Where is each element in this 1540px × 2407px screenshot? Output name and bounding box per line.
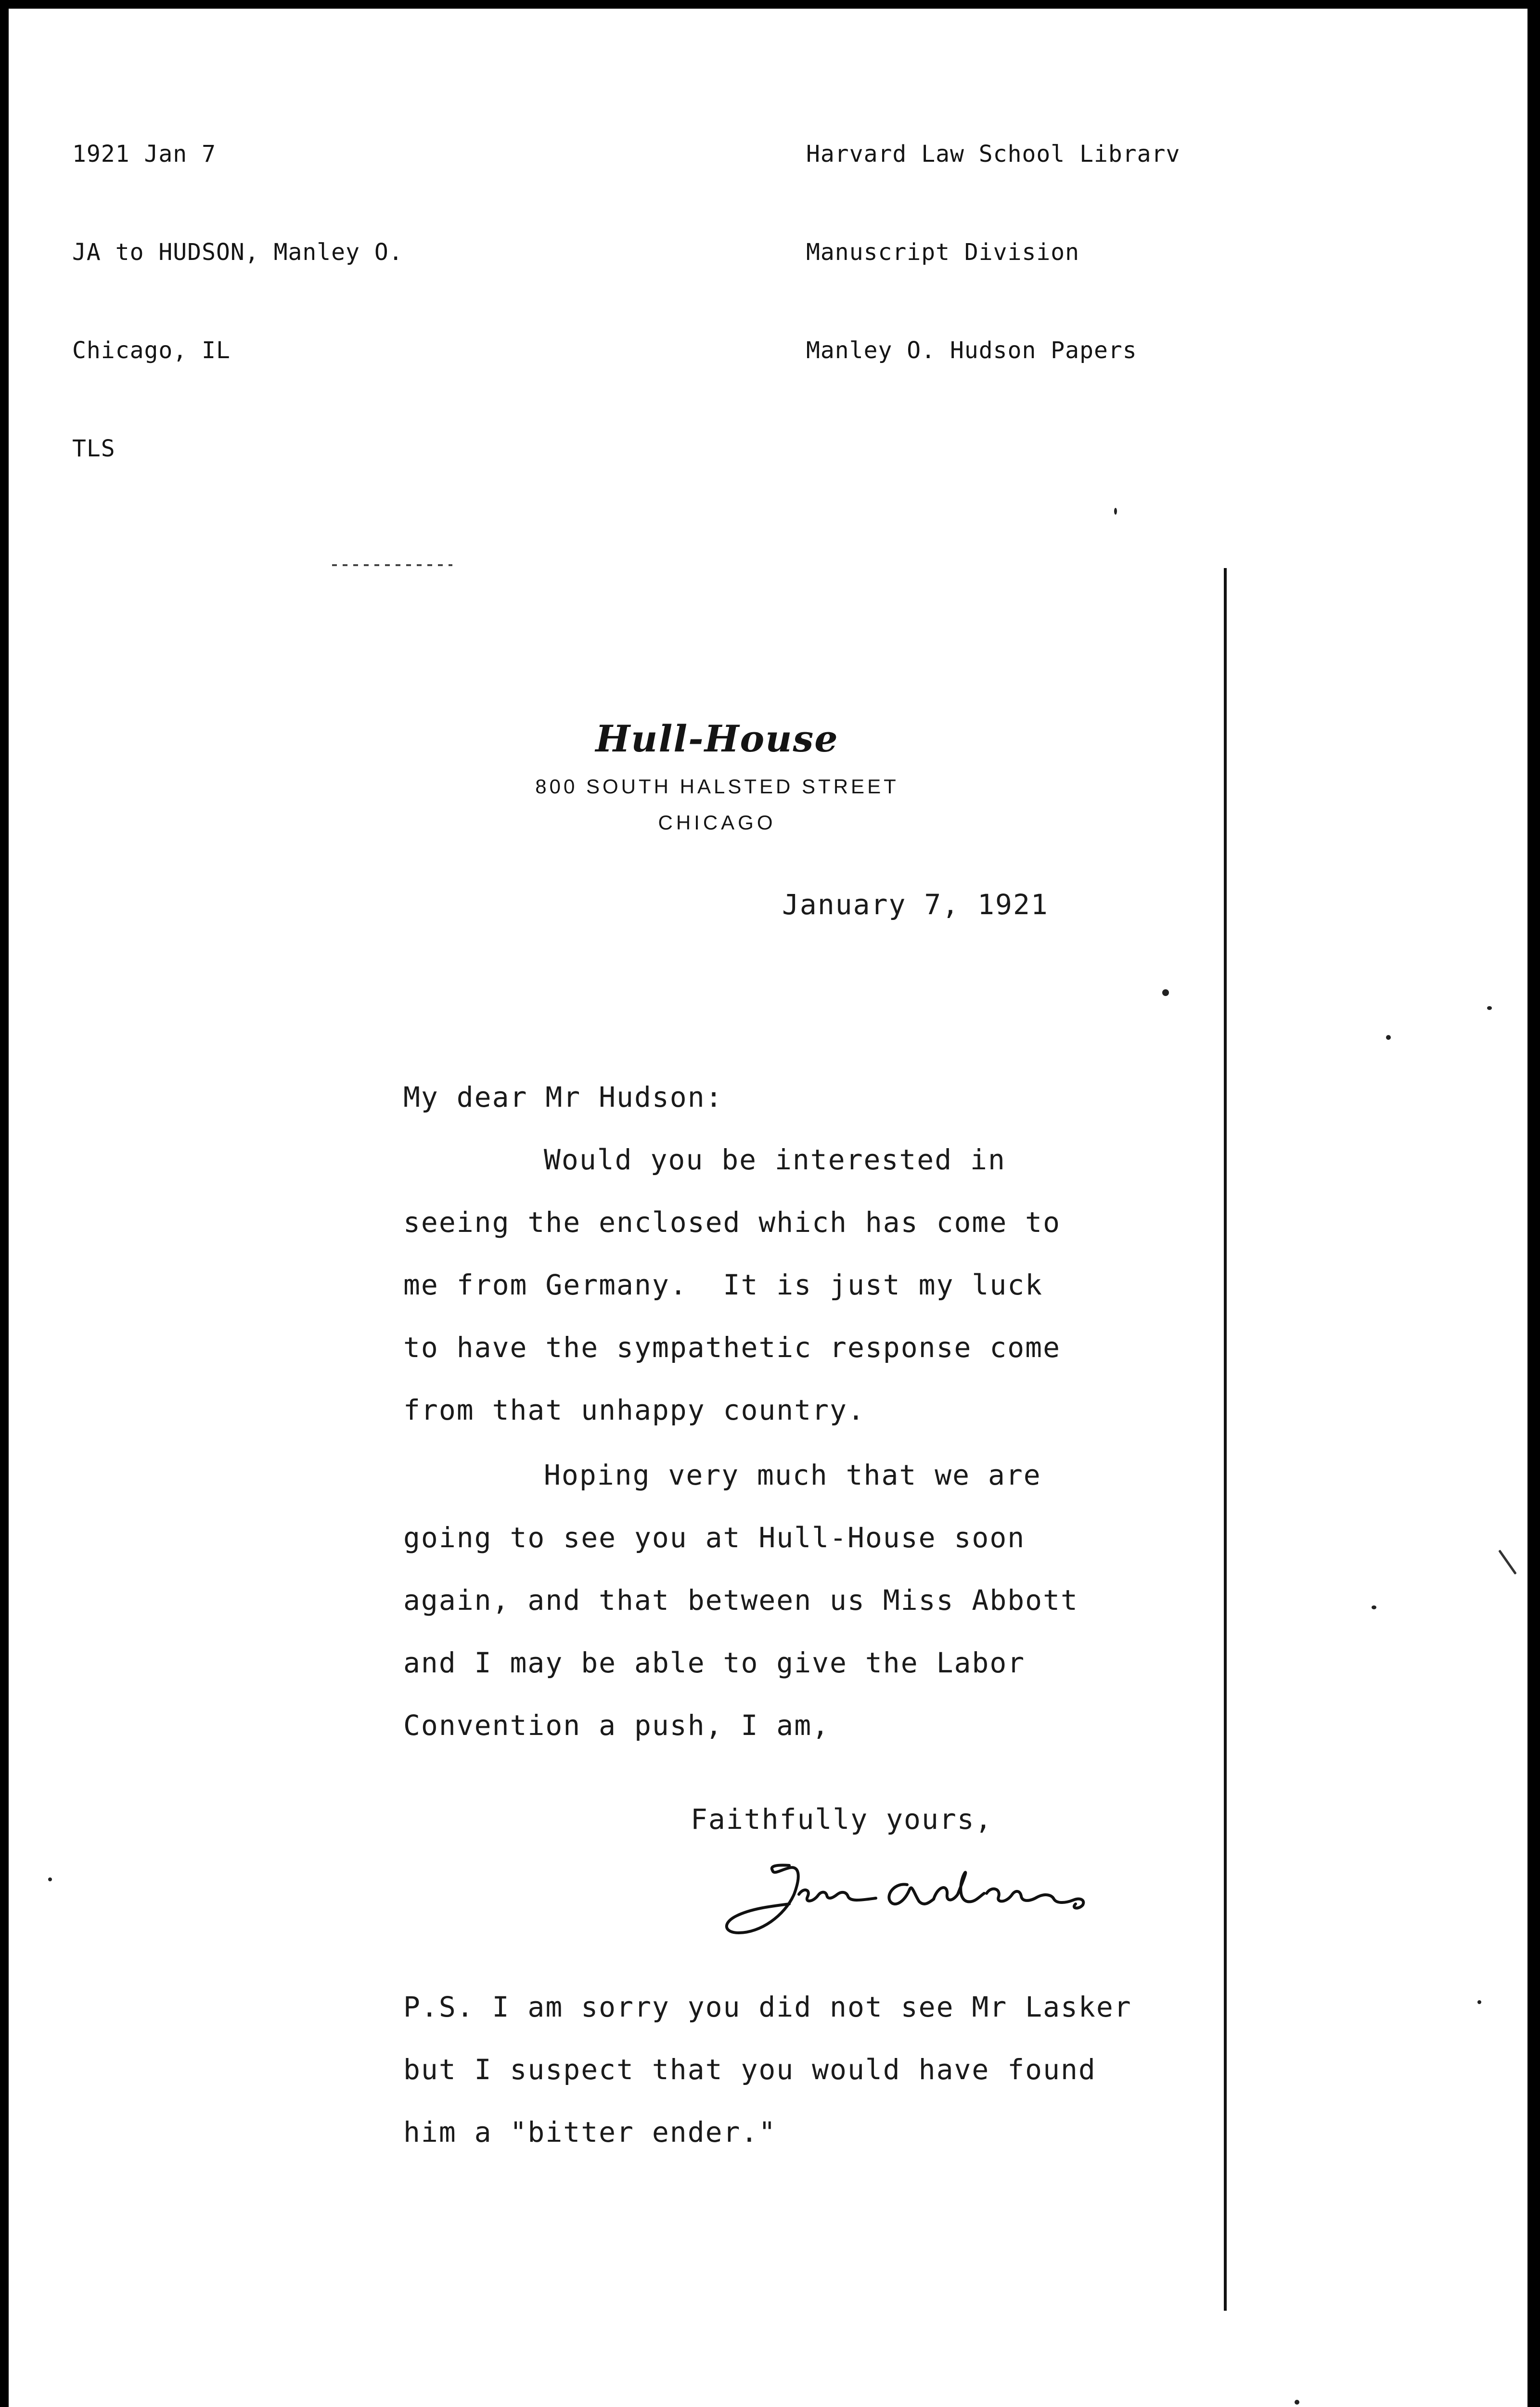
catalog-header	[72, 72, 403, 498]
paragraph2-line: Hoping very much that we are	[544, 1459, 1041, 1491]
letterhead-name: Hull-House	[595, 717, 839, 760]
scan-speck	[1114, 508, 1117, 515]
closing: Faithfully yours,	[691, 1803, 993, 1836]
scan-speck	[1372, 1605, 1376, 1609]
paragraph2-line: Convention a push, I am,	[403, 1709, 830, 1742]
archive-header	[806, 72, 1180, 400]
letterhead-city: CHICAGO	[658, 811, 776, 834]
scan-speck	[1162, 989, 1169, 996]
catalog-place: Chicago, IL	[72, 337, 231, 364]
scan-speck	[1386, 1035, 1391, 1040]
letter-date: January 7, 1921	[782, 888, 1049, 921]
scan-mark	[1498, 1550, 1517, 1575]
paragraph2-line: going to see you at Hull-House soon	[403, 1521, 1026, 1554]
paragraph1-line: to have the sympathetic response come	[403, 1331, 1061, 1364]
archive-library: Harvard Law School Librarv	[806, 141, 1181, 168]
paragraph1-line: from that unhappy country.	[403, 1394, 865, 1426]
letterhead-street: 800 SOUTH HALSTED STREET	[535, 775, 899, 798]
paragraph1-line: seeing the enclosed which has come to	[403, 1206, 1061, 1239]
postscript-line: but I suspect that you would have found	[403, 2053, 1096, 2086]
paragraph1-line: Would you be interested in	[544, 1143, 1006, 1176]
catalog-type: TLS	[72, 435, 116, 462]
paragraph1-line: me from Germany. It is just my luck	[403, 1268, 1043, 1301]
paragraph2-line: again, and that between us Miss Abbott	[403, 1584, 1078, 1617]
catalog-date: 1921 Jan 7	[72, 141, 216, 168]
signature-image	[717, 1856, 1189, 1938]
postscript-line: him a "bitter ender."	[403, 2116, 777, 2148]
archive-division: Manuscript Division	[806, 239, 1080, 266]
archive-collection: Manley O. Hudson Papers	[806, 337, 1137, 364]
fold-mark	[332, 564, 452, 566]
scan-speck	[1295, 2400, 1299, 2405]
salutation: My dear Mr Hudson:	[403, 1081, 723, 1113]
paragraph2-line: and I may be able to give the Labor	[403, 1646, 1026, 1679]
scan-speck	[1477, 2000, 1481, 2004]
scan-speck	[1487, 1006, 1492, 1010]
scan-speck	[48, 1877, 52, 1881]
postscript-line: P.S. I am sorry you did not see Mr Lasker	[403, 1991, 1132, 2023]
catalog-correspondents: JA to HUDSON, Manley O.	[72, 239, 403, 266]
